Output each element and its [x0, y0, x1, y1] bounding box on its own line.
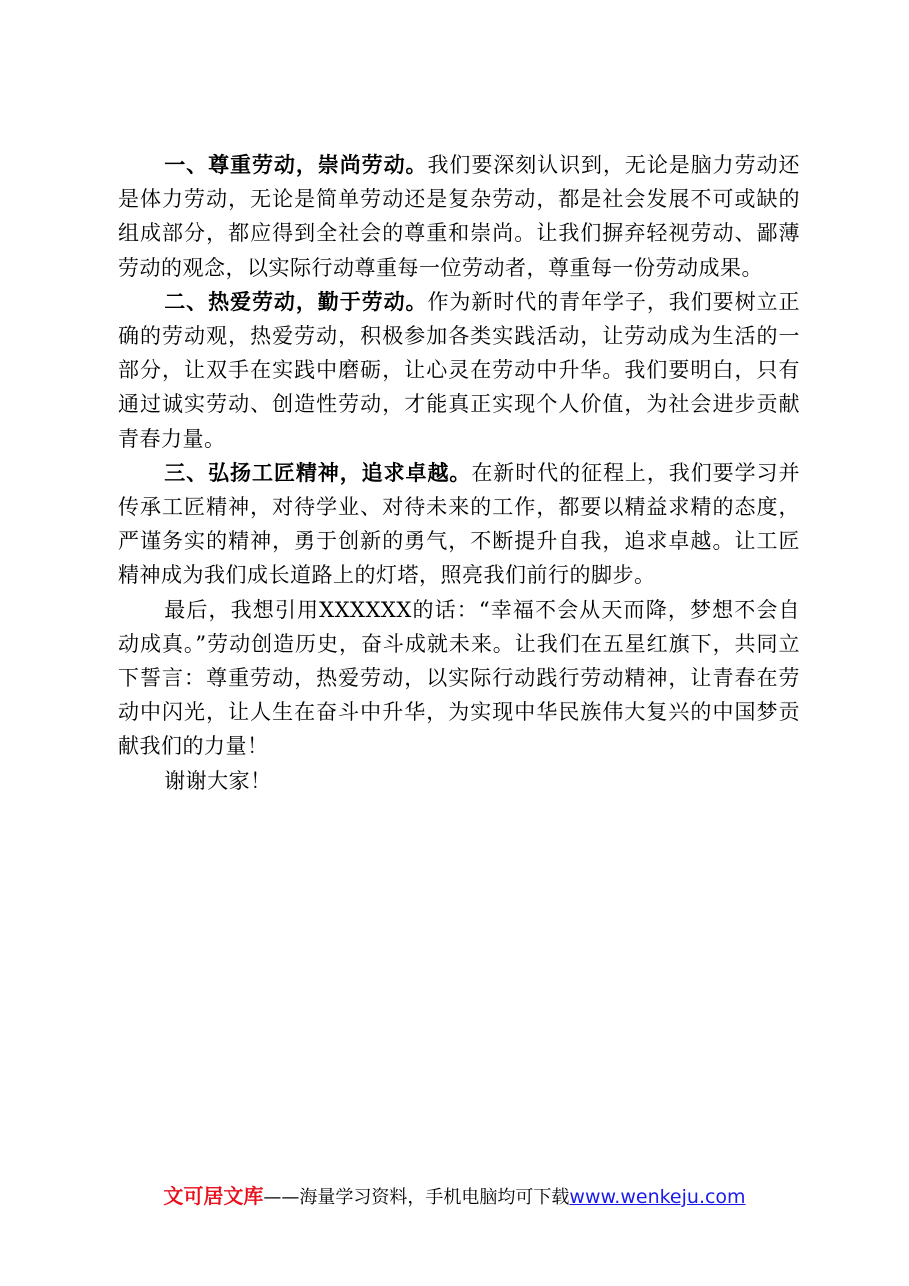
paragraph-text: 在新时代的征程上，我们要学习并传承工匠精神，对待学业、对待未来的工作，都要以精益求精的态度，严谨务实的精神，勇于创新的勇气，不断提升自我，追求卓越。让工匠精神成为我们成长道路上的灯塔，照亮我们前行的脚步。 — [118, 460, 800, 588]
paragraph-craftsman-spirit — [118, 456, 800, 593]
paragraph-heading: 二、热爱劳动，勤于劳动。 — [164, 289, 428, 314]
paragraph-thanks — [118, 764, 800, 798]
paragraph-love-labor — [118, 285, 800, 456]
page-footer — [0, 1182, 909, 1212]
paragraph-closing — [118, 593, 800, 764]
footer-brand: 文可居文库 — [163, 1184, 264, 1208]
paragraph-text: 作为新时代的青年学子，我们要树立正确的劳动观，热爱劳动，积极参加各类实践活动，让劳动成为生活的一部分，让双手在实践中磨砺，让心灵在劳动中升华。我们要明白，只有通过诚实劳动、创造性劳动，才能真正实现个人价值，为社会进步贡献青春力量。 — [118, 289, 801, 451]
footer-slogan: ——海量学习资料，手机电脑均可下载 — [263, 1187, 570, 1208]
paragraph-text: 我们要深刻认识到，无论是脑力劳动还是体力劳动，无论是简单劳动还是复杂劳动，都是社会发展不可或缺的组成部分，都应得到全社会的尊重和崇尚。让我们摒弃轻视劳动、鄙薄劳动的观念，以实际行动尊重每一位劳动者，尊重每一份劳动成果。 — [118, 153, 801, 280]
paragraph-text: 谢谢大家！ — [164, 768, 272, 793]
document-body — [118, 148, 800, 798]
paragraph-heading: 三、弘扬工匠精神，追求卓越。 — [164, 460, 472, 485]
paragraph-heading: 一、尊重劳动，崇尚劳动。 — [164, 153, 428, 177]
footer-website-link[interactable]: www.wenkeju.com — [569, 1186, 746, 1208]
paragraph-respect-labor — [118, 148, 800, 285]
paragraph-text: 最后，我想引用XXXXXX的话：“幸福不会从天而降，梦想不会自动成真。”劳动创造历史，奋斗成就未来。让我们在五星红旗下，共同立下誓言：尊重劳动，热爱劳动，以实际行动践行劳动精神，让青春在劳动中闪光，让人生在奋斗中升华，为实现中华民族伟大复兴的中国梦贡献我们的力量！ — [118, 597, 800, 759]
